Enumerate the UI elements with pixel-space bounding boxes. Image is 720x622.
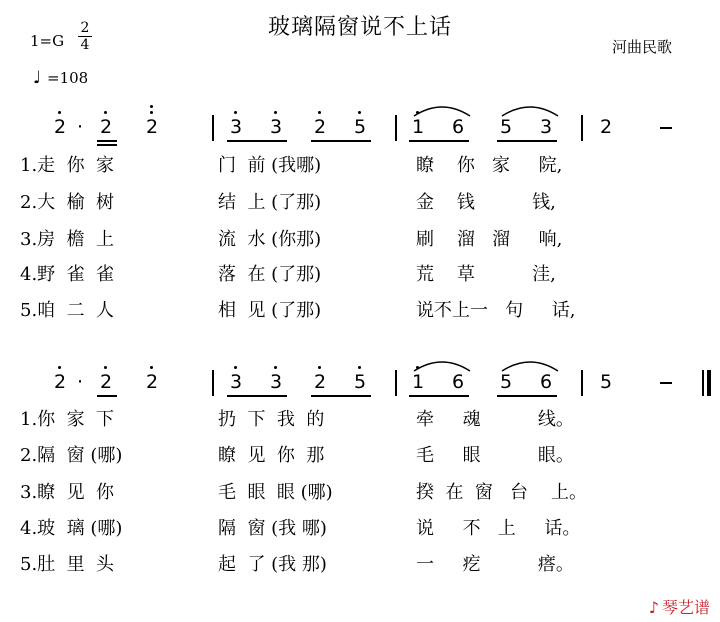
octave-dot (104, 111, 107, 114)
song-origin: 河曲民歌 (611, 38, 672, 56)
lyric-line: 一 疙 瘩。 (416, 554, 574, 575)
lyric-line: 5.咱 二 人 (20, 300, 115, 321)
lyric-line: 牵 魂 线。 (416, 409, 574, 430)
underline (409, 395, 469, 397)
fermata-dot (150, 105, 153, 108)
slur (412, 357, 472, 373)
lyric-line: 扔 下 我 的 (218, 409, 325, 430)
lyric-line: 瞭 你 家 院, (416, 155, 563, 176)
octave-dot (150, 366, 153, 369)
octave-dot (274, 366, 277, 369)
note: 5 (499, 116, 513, 138)
note: 2 (313, 371, 327, 393)
note: 3 (269, 116, 283, 138)
time-numerator: 2 (78, 20, 92, 37)
octave-dot (104, 366, 107, 369)
underline (311, 395, 371, 397)
note: 1 (411, 371, 425, 393)
note: 2 (599, 116, 613, 138)
lyric-line: 落 在 (了那) (218, 264, 322, 285)
lyric-line: 相 见 (了那) (218, 300, 322, 321)
note: 3 (539, 116, 553, 138)
note: 2 (53, 371, 67, 393)
note: 2 (145, 116, 159, 138)
lyric-line: 1.走 你 家 (20, 155, 115, 176)
lyric-line: 2.隔 窗 (哪) (20, 445, 123, 466)
lyric-line: 流 水 (你那) (218, 229, 322, 250)
slur (500, 102, 560, 118)
underline (227, 395, 287, 397)
octave-dot (318, 111, 321, 114)
underline (97, 140, 117, 142)
final-bar-line-thick (707, 370, 711, 396)
octave-dot (58, 366, 61, 369)
note: 5 (353, 371, 367, 393)
lyric-line: 1.你 家 下 (20, 409, 115, 430)
bar-line (581, 370, 583, 396)
note: 3 (229, 116, 243, 138)
note: 5 (599, 371, 613, 393)
note: 3 (269, 371, 283, 393)
tempo-value: =108 (47, 69, 89, 87)
lyric-line: 说 不 上 话。 (416, 518, 581, 539)
lyric-line: 揆 在 窗 台 上。 (416, 482, 587, 503)
note-dot: · (76, 116, 84, 138)
slur (500, 357, 560, 373)
note: 2 (53, 116, 67, 138)
note: 2 (99, 116, 113, 138)
lyric-line: 5.肚 里 头 (20, 554, 115, 575)
lyric-line: 金 钱 钱, (416, 192, 556, 213)
underline (409, 140, 469, 142)
note: 2 (99, 371, 113, 393)
lyric-line: 3.房 檐 上 (20, 229, 115, 250)
note: 2 (313, 116, 327, 138)
note: 5 (499, 371, 513, 393)
lyric-line: 说不上一 句 话, (416, 300, 576, 321)
note: 6 (451, 371, 465, 393)
logo-mark-icon: ♪ (648, 598, 659, 617)
underline (311, 140, 371, 142)
lyric-line: 2.大 榆 树 (20, 192, 115, 213)
bar-line (581, 115, 583, 141)
lyric-line: 瞭 见 你 那 (218, 445, 325, 466)
note: 6 (451, 116, 465, 138)
octave-dot (58, 111, 61, 114)
underline (497, 395, 557, 397)
underline (97, 144, 117, 146)
note: 5 (353, 116, 367, 138)
octave-dot (318, 366, 321, 369)
final-bar-line-thin (702, 370, 704, 396)
lyric-line: 4.野 雀 雀 (20, 264, 115, 285)
site-logo (649, 595, 710, 618)
bar-line (212, 115, 214, 141)
octave-dot (234, 111, 237, 114)
octave-dot (358, 111, 361, 114)
note: 3 (229, 371, 243, 393)
tempo-marking (33, 68, 88, 88)
song-title: 玻璃隔窗说不上话 (267, 15, 452, 40)
lyric-line: 4.玻 璃 (哪) (20, 518, 123, 539)
quarter-note-icon: ♩ (33, 68, 42, 88)
lyric-line: 荒 草 洼, (416, 264, 556, 285)
lyric-line: 起 了 (我 那) (218, 554, 327, 575)
octave-dot (234, 366, 237, 369)
time-signature (78, 20, 92, 53)
lyric-line: 3.瞭 见 你 (20, 482, 115, 503)
sustain-dash (660, 382, 672, 384)
note: 6 (539, 371, 553, 393)
octave-dot (150, 111, 153, 114)
underline (497, 140, 557, 142)
underline (227, 140, 287, 142)
octave-dot (274, 111, 277, 114)
lyric-line: 门 前 (我哪) (218, 155, 322, 176)
slur (412, 102, 472, 118)
octave-dot (358, 366, 361, 369)
key-signature: 1=G (30, 32, 65, 50)
lyric-line: 刷 溜 溜 响, (416, 229, 563, 250)
bar-line (212, 370, 214, 396)
note: 1 (411, 116, 425, 138)
lyric-line: 结 上 (了那) (218, 192, 322, 213)
bar-line (395, 370, 397, 396)
lyric-line: 隔 窗 (我 哪) (218, 518, 327, 539)
underline (97, 395, 117, 397)
lyric-line: 毛 眼 眼。 (416, 445, 574, 466)
note: 2 (145, 371, 159, 393)
sustain-dash (660, 127, 672, 129)
bar-line (395, 115, 397, 141)
lyric-line: 毛 眼 眼 (哪) (218, 482, 333, 503)
note-dot: · (76, 371, 84, 393)
time-denominator: 4 (80, 37, 90, 53)
logo-text: 琴艺谱 (661, 598, 710, 617)
